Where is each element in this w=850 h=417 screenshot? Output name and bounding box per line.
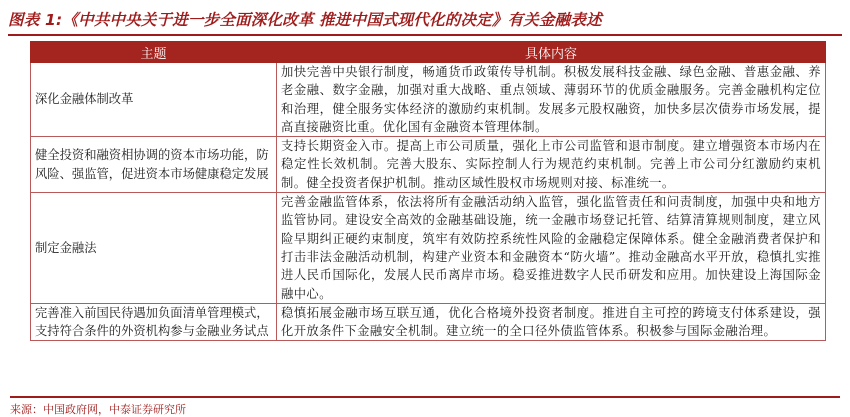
- table-row: [31, 303, 826, 341]
- header-content: 具体内容: [277, 42, 826, 63]
- table-row: [31, 137, 826, 193]
- table-row: [31, 63, 826, 137]
- financial-statements-table: [30, 41, 826, 341]
- topic-cell: 深化金融体制改革: [31, 63, 277, 137]
- content-cell: 稳慎拓展金融市场互联互通，优化合格境外投资者制度。推进自主可控的跨境支付体系建设，强化开放条件下金融安全机制。建立统一的全口径外债监管体系。积极参与国际金融治理。: [277, 303, 826, 341]
- topic-cell: 健全投资和融资相协调的资本市场功能，防风险、强监管，促进资本市场健康稳定发展: [31, 137, 277, 193]
- content-cell: 支持长期资金入市。提高上市公司质量，强化上市公司监管和退市制度。建立增强资本市场内在稳定性长效机制。完善大股东、实际控制人行为规范约束机制。完善上市公司分红激励约束机制。健全投资者保护机制。推动区域性股权市场规则对接、标准统一。: [277, 137, 826, 193]
- topic-cell: 完善准入前国民待遇加负面清单管理模式，支持符合条件的外资机构参与金融业务试点: [31, 303, 277, 341]
- source-note: 来源：中国政府网，中泰证券研究所: [10, 396, 840, 417]
- table-header-row: [31, 42, 826, 63]
- figure-title: 图表 1:《中共中央关于进一步全面深化改革 推进中国式现代化的决定》有关金融表述: [8, 11, 602, 29]
- content-cell: 加快完善中央银行制度，畅通货币政策传导机制。积极发展科技金融、绿色金融、普惠金融、养老金融、数字金融，加强对重大战略、重点领域、薄弱环节的优质金融服务。完善金融机构定位和治理，健全服务实体经济的激励约束机制。发展多元股权融资，加快多层次债券市场发展，提高直接融资比重。优化国有金融资本管理体制。: [277, 63, 826, 137]
- topic-cell: 制定金融法: [31, 193, 277, 304]
- table-row: [31, 193, 826, 304]
- content-cell: 完善金融监管体系，依法将所有金融活动纳入监管，强化监管责任和问责制度，加强中央和地方监管协同。建设安全高效的金融基础设施，统一金融市场登记托管、结算清算规则制度，建立风险早期纠正硬约束制度，筑牢有效防控系统性风险的金融稳定保障体系。健全金融消费者保护和打击非法金融活动机制，构建产业资本和金融资本“防火墙”。推动金融高水平开放，稳慎扎实推进人民币国际化，发展人民币离岸市场。稳妥推进数字人民币研发和应用。加快建设上海国际金融中心。: [277, 193, 826, 304]
- figure-title-bar: [8, 4, 842, 36]
- header-topic: 主题: [31, 42, 277, 63]
